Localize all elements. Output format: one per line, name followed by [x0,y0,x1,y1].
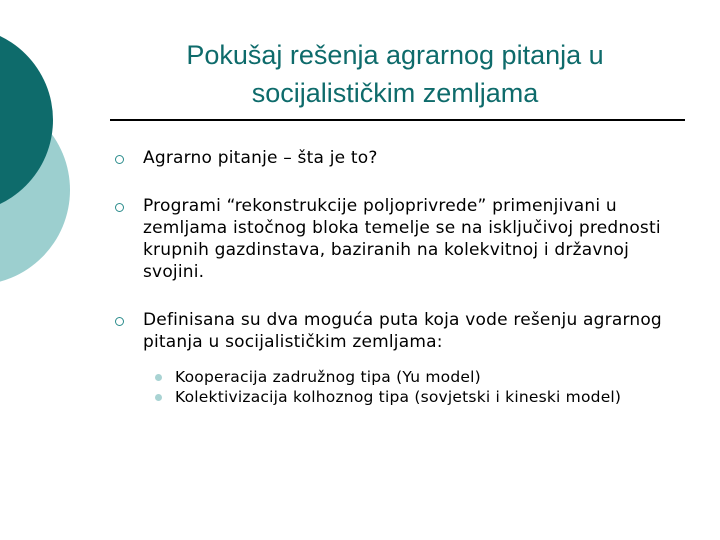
bullet-text: Definisana su dva moguća puta koja vode rešenju agrarnog pitanja u socijalističkim zemljama: [143,310,662,352]
bullet-text: Agrarno pitanje – šta je to? [143,148,378,168]
bullet-item [115,195,690,283]
decorative-circles [0,0,110,300]
slide-title-line-2: socijalističkim zemljama [251,78,539,108]
sub-bullet-list [143,367,690,407]
bullet-text: Programi “rekonstrukcije poljoprivrede” primenjivani u zemljama istočnog bloka temelje se na isključivoj prednosti krupnih gazdinstava, baziranih na kolekvitnoj i državnoj svojini. [143,196,661,282]
bullet-item [115,309,690,407]
bullet-list [115,147,690,433]
sub-bullet-text: Kolektivizacija kolhoznog tipa (sovjetski i kineski model) [175,388,622,406]
circle-bullet-icon [115,155,124,164]
title-divider [110,119,685,121]
dot-bullet-icon [155,394,162,401]
bullet-item [115,147,690,169]
sub-bullet-item [143,387,690,407]
circle-bullet-icon [115,203,124,212]
sub-bullet-text: Kooperacija zadružnog tipa (Yu model) [175,368,481,386]
slide-title-line-1: Pokušaj rešenja agrarnog pitanja u [186,40,604,70]
sub-bullet-item [143,367,690,387]
dot-bullet-icon [155,374,162,381]
circle-bullet-icon [115,317,124,326]
slide-title [140,36,650,112]
